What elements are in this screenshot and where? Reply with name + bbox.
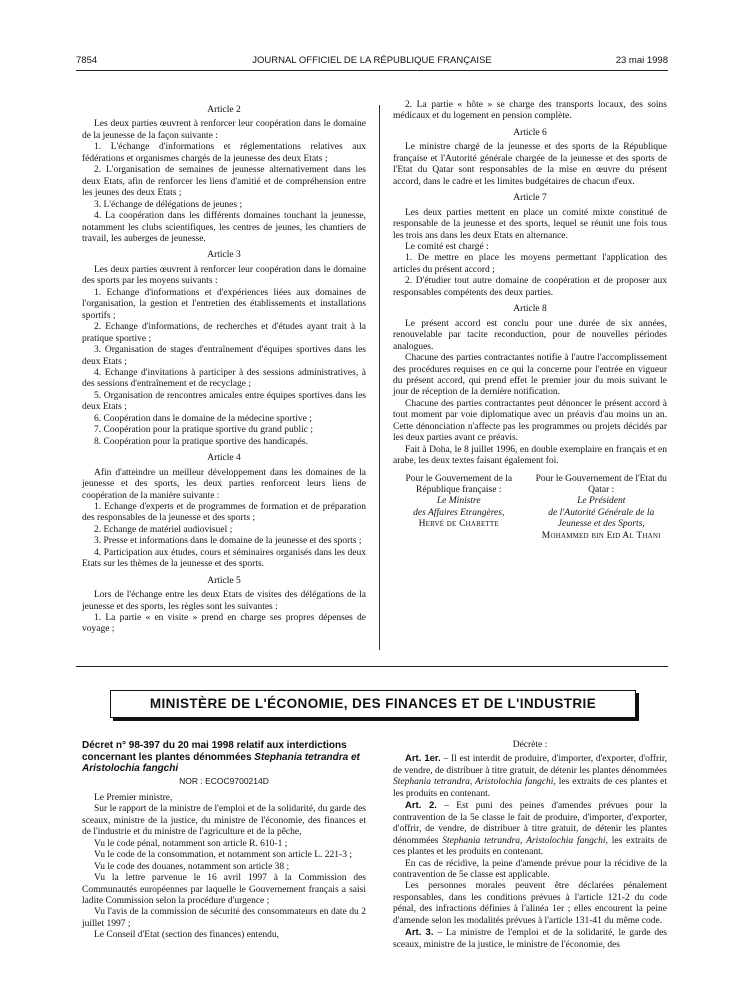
paragraph: 2. Echange d'informations, de recherches et d'études ayant trait à la pratique sportive ; xyxy=(82,322,366,344)
decree-paragraph: Vu la lettre parvenue le 16 avril 1997 à la Commission des Communautés européennes par laquelle le Gouvernement français a saisi ladite Commission selon la procédure d'urgence ; xyxy=(82,873,366,907)
paragraph: 5. Organisation de rencontres amicales entre équipes sportives dans les deux Etats ; xyxy=(82,390,366,413)
left-column xyxy=(82,100,366,636)
decree-decrete: Décrète : xyxy=(512,740,548,750)
paragraph: Les deux parties œuvrent à renforcer leur coopération dans le domaine des sports par les moyens suivants : xyxy=(82,264,366,287)
paragraph: Afin d'atteindre un meilleur développement dans les domaines de la jeunesse et des sports, les deux parties renforcent leurs liens de coopération de la manière suivante : xyxy=(82,467,366,501)
journal-title: JOURNAL OFFICIEL DE LA RÉPUBLIQUE FRANÇAISE xyxy=(252,55,492,66)
decree-title-species: Stephania tetrandra et Aristolochia fangchi xyxy=(82,751,360,774)
article-heading: Article 6 xyxy=(513,127,547,138)
paragraph: Chacune des parties contractantes notifie à l'autre l'accomplissement des procédures requises en ce qui la concerne pour l'entrée en vigueur du présent accord, qui prend effet le premier jour du mois suivant le jour de réception de la dernière notification. xyxy=(393,353,667,398)
paragraph: 2. L'organisation de semaines de jeunesse alternativement dans les deux Etats, afin de renforcer les liens d'amitié et de compréhension entre les jeunes des deux Etats ; xyxy=(82,165,366,199)
decree-left-column xyxy=(82,740,366,942)
header-rule xyxy=(76,70,668,71)
article-heading: Article 8 xyxy=(513,304,547,315)
paragraph: Chacune des parties contractantes peut dénoncer le présent accord à tout moment par voie diplomatique avec un préavis d'au moins un an. Cette dénonciation n'affecte pas les programmes ou projets décidés par les deux parties avant ce préavis. xyxy=(393,398,667,444)
publication-date: 23 mai 1998 xyxy=(615,55,668,66)
article-heading: Article 7 xyxy=(513,193,547,204)
paragraph: 2. La partie « hôte » se charge des transports locaux, des soins médicaux et du logement en pension complète. xyxy=(393,100,667,122)
paragraph: 2. Echange de matériel audiovisuel ; xyxy=(94,524,233,535)
ministry-banner: MINISTÈRE DE L'ÉCONOMIE, DES FINANCES ET DE L'INDUSTRIE xyxy=(110,690,636,718)
paragraph: 1. Echange d'informations et d'expériences liées aux domaines de l'organisation, la gestion et l'entretien des établissements et installations sportifs ; xyxy=(82,287,366,321)
decree-right-column xyxy=(393,740,667,951)
column-divider xyxy=(379,105,380,650)
paragraph: 8. Coopération pour la pratique sportive des handicapés. xyxy=(94,436,308,447)
article-3-label: Art. 3. xyxy=(405,927,434,939)
paragraph: 3. Organisation de stages d'entraînement d'équipes sportives dans les deux Etats ; xyxy=(82,345,366,367)
signature-qatar-title: Le Président xyxy=(577,496,626,507)
article-heading: Article 4 xyxy=(207,453,241,464)
paragraph: Lors de l'échange entre les deux Etats de visites des délégations de la jeunesse et des sports, les règles sont les suivantes : xyxy=(82,590,366,612)
decree-paragraph: Vu le code pénal, notamment son article R. 610-1 ; xyxy=(94,838,288,849)
decree-paragraph: Vu le code de la consommation, et notamment son article L. 221-3 ; xyxy=(94,850,352,861)
section-rule xyxy=(76,666,668,667)
decree-paragraph: Vu le code des douanes, notamment son article 38 ; xyxy=(94,861,290,872)
paragraph: 1. Echange d'experts et de programmes de formation et de préparation des responsables de la jeunesse et des sports ; xyxy=(82,501,366,524)
paragraph: 3. L'échange de délégations de jeunes ; xyxy=(94,199,243,210)
article-2 xyxy=(393,800,667,858)
article-2-species: Stephania tetrandra, Aristolochia fangchi, xyxy=(442,835,608,846)
article-2-personnes-morales: Les personnes morales peuvent être déclarées pénalement responsables, dans les conditions prévues à l'article 121-2 du code pénal, des infractions définies à l'alinéa 1er ; elles encourent la peine d'amende selon les modalités prévues à l'article 131-41 du même code. xyxy=(393,881,667,926)
page-header xyxy=(76,55,668,69)
article-1-text-end: les extraits de ces plantes et les produits en contenant. xyxy=(393,777,667,799)
paragraph: 1. L'échange d'informations et réglementations relatives aux fédérations et organismes chargés de la jeunesse des deux Etats ; xyxy=(82,142,366,164)
article-2-text: – Est puni des peines d'amendes prévues pour la contravention de la 5e classe le fait de produire, d'importer, d'exporter, d'offrir, de vendre, de distribuer à titre gratuit, de détenir les plantes dénommées xyxy=(393,801,667,846)
signature-france-title: Le Ministre xyxy=(436,496,481,507)
right-column xyxy=(393,100,667,542)
article-1-text: – Il est interdit de produire, d'importer, d'exporter, d'offrir, de vendre, de distribuer à titre gratuit, de détenir les plantes dénommées xyxy=(393,754,668,776)
signature-qatar xyxy=(535,474,667,542)
paragraph: 4. Echange d'invitations à participer à des sessions administratives, à des sessions d'entraînement et de recyclage ; xyxy=(82,367,366,390)
paragraph: 1. La partie « en visite » prend en charge ses propres dépenses de voyage ; xyxy=(82,613,366,635)
paragraph: Le ministre chargé de la jeunesse et des sports de la République française et l'Autorité générale chargée de la jeunesse et des sports de l'Etat du Qatar sont responsables de la mise en œuvre du présent accord, dans le cadre et les limites budgétaires de chacun d'eux. xyxy=(393,142,667,187)
signature-qatar-name: Mohammed bin Eid Al Thani xyxy=(541,530,661,541)
signature-france-name: Hervé de Charette xyxy=(418,519,499,530)
paragraph: 6. Coopération dans le domaine de la médecine sportive ; xyxy=(94,413,312,424)
decree-title-text: Décret n° 98-397 du 20 mai 1998 relatif aux interdictions concernant les plantes dénommées xyxy=(82,740,347,763)
decree-nor: NOR : ECOC9700214D xyxy=(179,775,269,786)
article-heading: Article 2 xyxy=(207,105,241,115)
paragraph: Fait à Doha, le 8 juillet 1996, en double exemplaire en français et en arabe, les deux textes faisant également foi. xyxy=(393,444,667,467)
article-3 xyxy=(393,927,667,951)
article-1-label: Art. 1er. xyxy=(405,753,441,765)
paragraph: Les deux parties œuvrent à renforcer leur coopération dans le domaine de la jeunesse de la façon suivante : xyxy=(82,119,366,141)
article-heading: Article 5 xyxy=(207,575,241,586)
decree-paragraph: Vu l'avis de la commission de sécurité des consommateurs en date du 2 juillet 1997 ; xyxy=(82,907,366,929)
signature-france-for: Pour le Gouvernement de la République française : xyxy=(405,473,513,495)
paragraph: 4. La coopération dans les différents domaines touchant la jeunesse, notamment les clubs scientifiques, les centres de jeunes, les chantiers de travail, les auberges de jeunesse. xyxy=(82,211,366,244)
paragraph: Les deux parties mettent en place un comité mixte constitué de responsable de la jeunesse et des sports, lequel se réunit une fois tous les trois ans dans les deux Etats en alternance. xyxy=(393,207,667,241)
decree-paragraph: Sur le rapport de la ministre de l'emploi et de la solidarité, du garde des sceaux, ministre de la justice, du ministre de l'économie, des finances et de l'industrie et du ministre de l'agriculture et de la pêche, xyxy=(82,804,366,838)
decree-paragraph: Le Premier ministre, xyxy=(94,792,173,803)
article-2-text-end: les extraits de ces plantes et les produits en contenant. xyxy=(393,835,667,858)
signature-france xyxy=(393,474,525,542)
article-heading: Article 3 xyxy=(207,250,241,261)
paragraph: Le comité est chargé : xyxy=(405,241,489,252)
right-column-body xyxy=(393,100,667,468)
paragraph: 7. Coopération pour la pratique sportive du grand public ; xyxy=(94,425,313,436)
paragraph: 2. D'étudier tout autre domaine de coopération et de proposer aux responsables compétents des deux parties. xyxy=(393,276,667,298)
decree-preamble xyxy=(82,793,366,942)
page-number: 7854 xyxy=(76,55,98,66)
signatures xyxy=(393,474,667,542)
signature-qatar-title2: de l'Autorité Générale de la Jeunesse et des Sports, xyxy=(548,507,655,530)
article-2-recidive: En cas de récidive, la peine d'amende prévue pour la récidive de la contravention de 5e classe est applicable. xyxy=(393,858,667,880)
decree-paragraph: Le Conseil d'Etat (section des finances) entendu, xyxy=(94,930,280,941)
paragraph: Le présent accord est conclu pour une durée de six années, renouvelable par tacite reconduction, pour de nouvelles périodes analogues. xyxy=(393,318,667,352)
article-3-text: – La ministre de l'emploi et de la solidarité, le garde des sceaux, ministre de la justice, le ministre de l'économie, des xyxy=(393,928,667,950)
paragraph: 4. Participation aux études, cours et séminaires organisés dans les deux Etats sur les thèmes de la jeunesse et des sports. xyxy=(82,547,366,570)
signature-france-title2: des Affaires Etrangères, xyxy=(413,507,505,518)
article-1-species: Stephania tetrandra, Aristolochia fangchi, xyxy=(393,777,556,788)
paragraph: 3. Presse et informations dans le domaine de la jeunesse et des sports ; xyxy=(94,536,362,547)
decree-title xyxy=(82,740,366,775)
article-2-label: Art. 2. xyxy=(405,800,437,812)
paragraph: 1. De mettre en place les moyens permettant l'application des articles du présent accord ; xyxy=(393,253,667,275)
signature-qatar-for: Pour le Gouvernement de l'Etat du Qatar : xyxy=(535,473,667,495)
article-1 xyxy=(393,753,667,800)
